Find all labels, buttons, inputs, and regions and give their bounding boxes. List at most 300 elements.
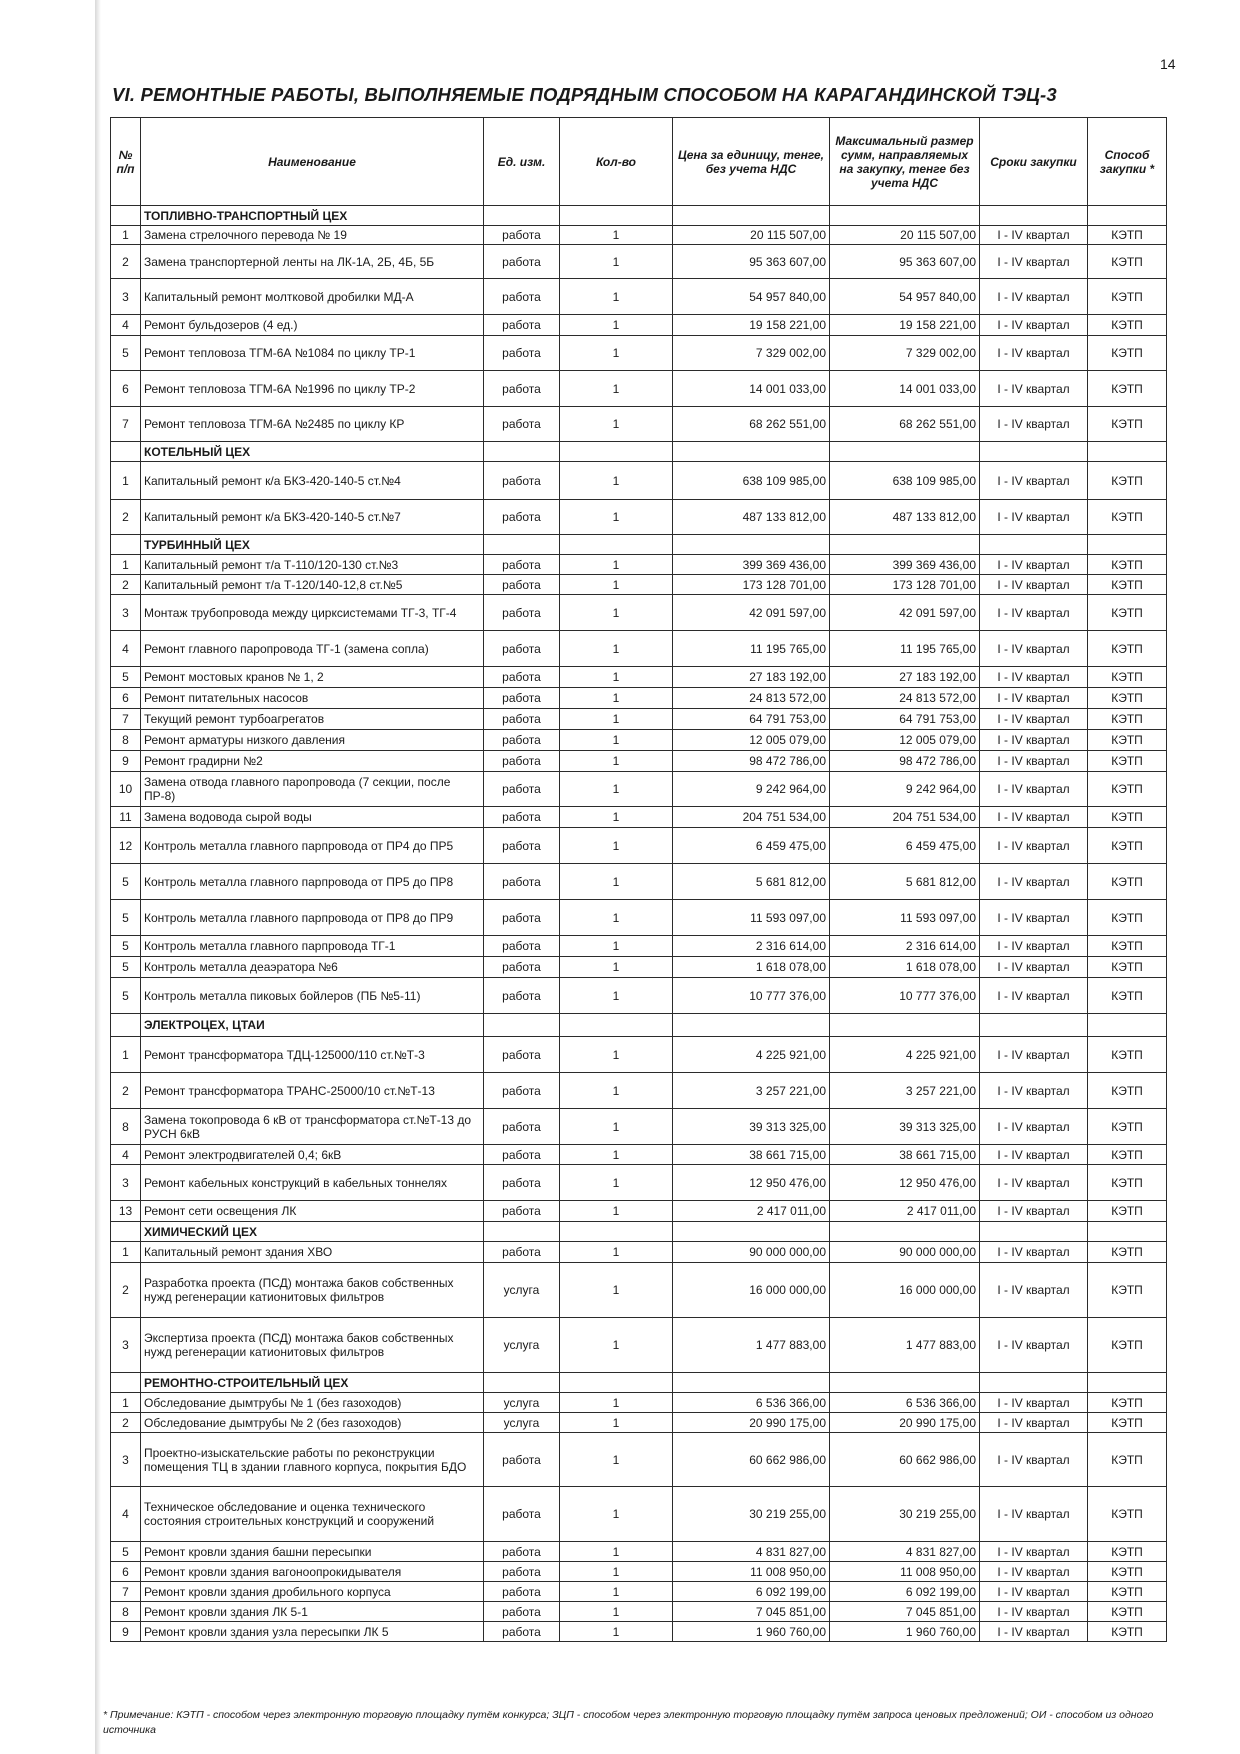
cell-max: 3 257 221,00 xyxy=(830,1073,980,1109)
cell-price: 60 662 986,00 xyxy=(673,1433,830,1487)
cell-name: Ремонт кровли здания вагоноопрокидывателя xyxy=(141,1562,484,1582)
cell-max: 7 329 002,00 xyxy=(830,336,980,371)
header-name: Наименование xyxy=(141,118,484,206)
cell-max: 24 813 572,00 xyxy=(830,688,980,709)
cell-term: I - IV квартал xyxy=(980,751,1088,772)
cell-unit: работа xyxy=(484,667,560,688)
cell-term: I - IV квартал xyxy=(980,595,1088,631)
table-row xyxy=(111,462,1167,500)
cell-num: 2 xyxy=(111,1073,141,1109)
cell-max: 64 791 753,00 xyxy=(830,709,980,730)
cell-term: I - IV квартал xyxy=(980,864,1088,900)
cell-unit: работа xyxy=(484,751,560,772)
cell-name: Ремонт трансформатора ТРАНС-25000/10 ст.№Т-13 xyxy=(141,1073,484,1109)
cell-qty: 1 xyxy=(560,1109,673,1145)
cell-num: 2 xyxy=(111,575,141,595)
cell-num: 1 xyxy=(111,226,141,245)
cell-method: КЭТП xyxy=(1088,1413,1167,1433)
cell-price: 11 195 765,00 xyxy=(673,631,830,667)
cell-term: I - IV квартал xyxy=(980,1413,1088,1433)
cell-term: I - IV квартал xyxy=(980,462,1088,500)
table-row xyxy=(111,1201,1167,1222)
cell-qty: 1 xyxy=(560,1582,673,1602)
cell-max: 54 957 840,00 xyxy=(830,279,980,315)
cell-num: 5 xyxy=(111,336,141,371)
cell-unit: работа xyxy=(484,631,560,667)
cell-qty: 1 xyxy=(560,828,673,864)
cell-method: КЭТП xyxy=(1088,1073,1167,1109)
cell-qty: 1 xyxy=(560,709,673,730)
table-row xyxy=(111,279,1167,315)
cell-unit: работа xyxy=(484,1037,560,1073)
cell-name: Разработка проекта (ПСД) монтажа баков собственных нужд регенерации катионитовых фильтров xyxy=(141,1263,484,1318)
cell-name: Ремонт арматуры низкого давления xyxy=(141,730,484,751)
cell-num: 4 xyxy=(111,1145,141,1165)
section-title: ТУРБИННЫЙ ЦЕХ xyxy=(141,535,484,555)
cell-name: Замена транспортерной ленты на ЛК-1А, 2Б, 4Б, 5Б xyxy=(141,245,484,279)
cell-max: 98 472 786,00 xyxy=(830,751,980,772)
table-row xyxy=(111,1037,1167,1073)
cell-name: Обследование дымтрубы № 1 (без газоходов) xyxy=(141,1393,484,1413)
cell-num: 1 xyxy=(111,462,141,500)
table-row xyxy=(111,900,1167,936)
table-row xyxy=(111,500,1167,535)
cell-max: 27 183 192,00 xyxy=(830,667,980,688)
cell-qty: 1 xyxy=(560,315,673,336)
header-term: Сроки закупки xyxy=(980,118,1088,206)
cell-name: Ремонт кровли здания узла пересыпки ЛК 5 xyxy=(141,1622,484,1642)
table-row xyxy=(111,1413,1167,1433)
cell-name: Ремонт электродвигателей 0,4; 6кВ xyxy=(141,1145,484,1165)
cell-name: Контроль металла главного парпровода ТГ-1 xyxy=(141,936,484,957)
cell-name: Ремонт тепловоза ТГМ-6А №1996 по циклу ТР-2 xyxy=(141,371,484,407)
cell-qty: 1 xyxy=(560,1562,673,1582)
cell-price: 204 751 534,00 xyxy=(673,807,830,828)
cell-term: I - IV квартал xyxy=(980,1145,1088,1165)
cell-price: 54 957 840,00 xyxy=(673,279,830,315)
cell-unit: работа xyxy=(484,1145,560,1165)
cell-method: КЭТП xyxy=(1088,1542,1167,1562)
cell-method: КЭТП xyxy=(1088,864,1167,900)
table-row xyxy=(111,688,1167,709)
cell-term: I - IV квартал xyxy=(980,226,1088,245)
cell-term: I - IV квартал xyxy=(980,245,1088,279)
cell-price: 12 950 476,00 xyxy=(673,1165,830,1201)
cell-unit: работа xyxy=(484,1562,560,1582)
cell-qty: 1 xyxy=(560,407,673,442)
cell-max: 39 313 325,00 xyxy=(830,1109,980,1145)
cell-price: 9 242 964,00 xyxy=(673,772,830,807)
cell-unit: работа xyxy=(484,245,560,279)
cell-method: КЭТП xyxy=(1088,631,1167,667)
cell-method: КЭТП xyxy=(1088,1393,1167,1413)
cell-name: Капитальный ремонт к/а БКЗ-420-140-5 ст.№4 xyxy=(141,462,484,500)
cell-term: I - IV квартал xyxy=(980,978,1088,1014)
cell-price: 6 536 366,00 xyxy=(673,1393,830,1413)
cell-max: 1 618 078,00 xyxy=(830,957,980,978)
cell-num: 8 xyxy=(111,1109,141,1145)
cell-qty: 1 xyxy=(560,751,673,772)
cell-term: I - IV квартал xyxy=(980,828,1088,864)
cell-method: КЭТП xyxy=(1088,828,1167,864)
table-row xyxy=(111,828,1167,864)
cell-unit: работа xyxy=(484,1582,560,1602)
cell-unit: работа xyxy=(484,688,560,709)
cell-price: 6 092 199,00 xyxy=(673,1582,830,1602)
cell-unit: работа xyxy=(484,807,560,828)
cell-name: Замена стрелочного перевода № 19 xyxy=(141,226,484,245)
cell-price: 5 681 812,00 xyxy=(673,864,830,900)
cell-price: 173 128 701,00 xyxy=(673,575,830,595)
cell-num: 7 xyxy=(111,709,141,730)
cell-unit: работа xyxy=(484,226,560,245)
section-title: ЭЛЕКТРОЦЕХ, ЦТАИ xyxy=(141,1014,484,1037)
table-row xyxy=(111,730,1167,751)
cell-unit: работа xyxy=(484,407,560,442)
cell-method: КЭТП xyxy=(1088,1582,1167,1602)
table-row xyxy=(111,1542,1167,1562)
cell-method: КЭТП xyxy=(1088,462,1167,500)
cell-max: 90 000 000,00 xyxy=(830,1242,980,1263)
table-row xyxy=(111,575,1167,595)
section-title: КОТЕЛЬНЫЙ ЦЕХ xyxy=(141,442,484,462)
cell-max: 12 005 079,00 xyxy=(830,730,980,751)
section-header-row xyxy=(111,206,1167,226)
cell-max: 2 316 614,00 xyxy=(830,936,980,957)
cell-name: Монтаж трубопровода между цирксистемами ТГ-3, ТГ-4 xyxy=(141,595,484,631)
cell-method: КЭТП xyxy=(1088,1487,1167,1542)
document-title: VI. РЕМОНТНЫЕ РАБОТЫ, ВЫПОЛНЯЕМЫЕ ПОДРЯДНЫМ СПОСОБОМ НА КАРАГАНДИНСКОЙ ТЭЦ-3 xyxy=(112,84,1057,105)
cell-method: КЭТП xyxy=(1088,595,1167,631)
cell-num: 5 xyxy=(111,900,141,936)
table-row xyxy=(111,772,1167,807)
cell-name: Капитальный ремонт т/а Т-120/140-12,8 ст.№5 xyxy=(141,575,484,595)
cell-num: 13 xyxy=(111,1201,141,1222)
cell-term: I - IV квартал xyxy=(980,1562,1088,1582)
cell-unit: работа xyxy=(484,900,560,936)
table-row xyxy=(111,1165,1167,1201)
table-row xyxy=(111,957,1167,978)
table-row xyxy=(111,315,1167,336)
cell-term: I - IV квартал xyxy=(980,1242,1088,1263)
cell-qty: 1 xyxy=(560,1263,673,1318)
cell-name: Ремонт кровли здания башни пересыпки xyxy=(141,1542,484,1562)
cell-price: 2 417 011,00 xyxy=(673,1201,830,1222)
table-row xyxy=(111,1318,1167,1373)
cell-qty: 1 xyxy=(560,1073,673,1109)
cell-qty: 1 xyxy=(560,1037,673,1073)
repair-works-table xyxy=(110,117,1167,1642)
cell-price: 4 225 921,00 xyxy=(673,1037,830,1073)
cell-method: КЭТП xyxy=(1088,1242,1167,1263)
cell-num: 5 xyxy=(111,957,141,978)
table-row xyxy=(111,807,1167,828)
cell-qty: 1 xyxy=(560,1602,673,1622)
cell-max: 10 777 376,00 xyxy=(830,978,980,1014)
cell-method: КЭТП xyxy=(1088,245,1167,279)
table-row xyxy=(111,555,1167,575)
cell-unit: работа xyxy=(484,1109,560,1145)
cell-num: 7 xyxy=(111,407,141,442)
cell-name: Ремонт градирни №2 xyxy=(141,751,484,772)
cell-unit: работа xyxy=(484,772,560,807)
cell-method: КЭТП xyxy=(1088,1562,1167,1582)
cell-unit: работа xyxy=(484,1542,560,1562)
cell-method: КЭТП xyxy=(1088,500,1167,535)
cell-term: I - IV квартал xyxy=(980,407,1088,442)
section-header-row xyxy=(111,535,1167,555)
cell-price: 11 593 097,00 xyxy=(673,900,830,936)
cell-qty: 1 xyxy=(560,371,673,407)
cell-price: 399 369 436,00 xyxy=(673,555,830,575)
cell-price: 38 661 715,00 xyxy=(673,1145,830,1165)
cell-num: 1 xyxy=(111,555,141,575)
cell-num: 5 xyxy=(111,936,141,957)
cell-qty: 1 xyxy=(560,1393,673,1413)
cell-term: I - IV квартал xyxy=(980,936,1088,957)
table-header-row xyxy=(111,118,1167,206)
cell-unit: работа xyxy=(484,595,560,631)
cell-price: 7 045 851,00 xyxy=(673,1602,830,1622)
cell-name: Ремонт мостовых кранов № 1, 2 xyxy=(141,667,484,688)
cell-max: 20 115 507,00 xyxy=(830,226,980,245)
cell-unit: работа xyxy=(484,1165,560,1201)
cell-unit: услуга xyxy=(484,1393,560,1413)
cell-term: I - IV квартал xyxy=(980,1393,1088,1413)
cell-qty: 1 xyxy=(560,730,673,751)
cell-num: 8 xyxy=(111,730,141,751)
cell-num: 5 xyxy=(111,864,141,900)
cell-qty: 1 xyxy=(560,279,673,315)
cell-max: 2 417 011,00 xyxy=(830,1201,980,1222)
cell-name: Ремонт трансформатора ТДЦ-125000/110 ст.№Т-3 xyxy=(141,1037,484,1073)
cell-num: 4 xyxy=(111,315,141,336)
cell-max: 9 242 964,00 xyxy=(830,772,980,807)
cell-method: КЭТП xyxy=(1088,709,1167,730)
cell-max: 6 092 199,00 xyxy=(830,1582,980,1602)
table-row xyxy=(111,864,1167,900)
cell-price: 7 329 002,00 xyxy=(673,336,830,371)
cell-method: КЭТП xyxy=(1088,555,1167,575)
cell-unit: работа xyxy=(484,1073,560,1109)
cell-max: 638 109 985,00 xyxy=(830,462,980,500)
cell-qty: 1 xyxy=(560,336,673,371)
cell-term: I - IV квартал xyxy=(980,1487,1088,1542)
cell-num: 4 xyxy=(111,1487,141,1542)
cell-method: КЭТП xyxy=(1088,407,1167,442)
cell-method: КЭТП xyxy=(1088,371,1167,407)
cell-term: I - IV квартал xyxy=(980,807,1088,828)
table-row xyxy=(111,936,1167,957)
cell-method: КЭТП xyxy=(1088,1037,1167,1073)
cell-unit: работа xyxy=(484,371,560,407)
section-header-row xyxy=(111,1014,1167,1037)
cell-num: 11 xyxy=(111,807,141,828)
cell-unit: работа xyxy=(484,1622,560,1642)
cell-price: 19 158 221,00 xyxy=(673,315,830,336)
cell-name: Проектно-изыскательские работы по реконструкции помещения ТЦ в здании главного корпуса, покрытия БДО xyxy=(141,1433,484,1487)
header-method: Способ закупки * xyxy=(1088,118,1167,206)
cell-price: 1 960 760,00 xyxy=(673,1622,830,1642)
cell-num: 6 xyxy=(111,688,141,709)
cell-num: 5 xyxy=(111,1542,141,1562)
header-unit: Ед. изм. xyxy=(484,118,560,206)
cell-qty: 1 xyxy=(560,1201,673,1222)
cell-method: КЭТП xyxy=(1088,1165,1167,1201)
cell-name: Ремонт кровли здания ЛК 5-1 xyxy=(141,1602,484,1622)
cell-price: 20 115 507,00 xyxy=(673,226,830,245)
cell-num: 9 xyxy=(111,751,141,772)
cell-term: I - IV квартал xyxy=(980,279,1088,315)
cell-term: I - IV квартал xyxy=(980,336,1088,371)
cell-name: Капитальный ремонт т/а Т-110/120-130 ст.№3 xyxy=(141,555,484,575)
cell-max: 19 158 221,00 xyxy=(830,315,980,336)
cell-price: 487 133 812,00 xyxy=(673,500,830,535)
cell-name: Ремонт кабельных конструкций в кабельных тоннелях xyxy=(141,1165,484,1201)
cell-method: КЭТП xyxy=(1088,1318,1167,1373)
table-row xyxy=(111,1073,1167,1109)
cell-name: Экспертиза проекта (ПСД) монтажа баков собственных нужд регенерации катионитовых фильтров xyxy=(141,1318,484,1373)
cell-method: КЭТП xyxy=(1088,279,1167,315)
cell-max: 16 000 000,00 xyxy=(830,1263,980,1318)
cell-term: I - IV квартал xyxy=(980,1263,1088,1318)
cell-unit: услуга xyxy=(484,1413,560,1433)
cell-name: Текущий ремонт турбоагрегатов xyxy=(141,709,484,730)
cell-price: 6 459 475,00 xyxy=(673,828,830,864)
cell-term: I - IV квартал xyxy=(980,688,1088,709)
table-row xyxy=(111,978,1167,1014)
cell-name: Замена водовода сырой воды xyxy=(141,807,484,828)
table-row xyxy=(111,1487,1167,1542)
table-row xyxy=(111,595,1167,631)
cell-max: 204 751 534,00 xyxy=(830,807,980,828)
cell-name: Контроль металла главного парпровода от ПР8 до ПР9 xyxy=(141,900,484,936)
page-number: 14 xyxy=(1160,56,1176,72)
section-title: РЕМОНТНО-СТРОИТЕЛЬНЫЙ ЦЕХ xyxy=(141,1373,484,1393)
cell-price: 14 001 033,00 xyxy=(673,371,830,407)
cell-price: 68 262 551,00 xyxy=(673,407,830,442)
cell-term: I - IV квартал xyxy=(980,957,1088,978)
cell-name: Контроль металла главного парпровода от ПР5 до ПР8 xyxy=(141,864,484,900)
header-price: Цена за единицу, тенге, без учета НДС xyxy=(673,118,830,206)
cell-num: 2 xyxy=(111,1413,141,1433)
table-row xyxy=(111,1562,1167,1582)
cell-max: 60 662 986,00 xyxy=(830,1433,980,1487)
cell-max: 11 008 950,00 xyxy=(830,1562,980,1582)
cell-method: КЭТП xyxy=(1088,315,1167,336)
cell-num: 10 xyxy=(111,772,141,807)
cell-method: КЭТП xyxy=(1088,936,1167,957)
cell-num: 3 xyxy=(111,1165,141,1201)
cell-name: Обследование дымтрубы № 2 (без газоходов) xyxy=(141,1413,484,1433)
cell-unit: работа xyxy=(484,555,560,575)
cell-max: 487 133 812,00 xyxy=(830,500,980,535)
cell-method: КЭТП xyxy=(1088,772,1167,807)
table-row xyxy=(111,1582,1167,1602)
table-row xyxy=(111,1242,1167,1263)
cell-qty: 1 xyxy=(560,1165,673,1201)
table-row xyxy=(111,245,1167,279)
table-row xyxy=(111,751,1167,772)
cell-max: 38 661 715,00 xyxy=(830,1145,980,1165)
cell-unit: работа xyxy=(484,1602,560,1622)
table-row xyxy=(111,1109,1167,1145)
table-row xyxy=(111,1433,1167,1487)
cell-qty: 1 xyxy=(560,957,673,978)
cell-num: 1 xyxy=(111,1393,141,1413)
cell-max: 4 225 921,00 xyxy=(830,1037,980,1073)
cell-term: I - IV квартал xyxy=(980,1201,1088,1222)
cell-qty: 1 xyxy=(560,772,673,807)
cell-qty: 1 xyxy=(560,1145,673,1165)
header-max: Максимальный размер сумм, направляемых на закупку, тенге без учета НДС xyxy=(830,118,980,206)
cell-term: I - IV квартал xyxy=(980,500,1088,535)
cell-method: КЭТП xyxy=(1088,575,1167,595)
cell-price: 42 091 597,00 xyxy=(673,595,830,631)
cell-num: 7 xyxy=(111,1582,141,1602)
cell-term: I - IV квартал xyxy=(980,1037,1088,1073)
cell-max: 6 459 475,00 xyxy=(830,828,980,864)
cell-term: I - IV квартал xyxy=(980,1109,1088,1145)
cell-num: 3 xyxy=(111,279,141,315)
cell-num: 1 xyxy=(111,1037,141,1073)
cell-qty: 1 xyxy=(560,1622,673,1642)
cell-method: КЭТП xyxy=(1088,667,1167,688)
cell-unit: работа xyxy=(484,500,560,535)
cell-max: 5 681 812,00 xyxy=(830,864,980,900)
cell-unit: работа xyxy=(484,936,560,957)
cell-max: 399 369 436,00 xyxy=(830,555,980,575)
cell-name: Контроль металла главного парпровода от ПР4 до ПР5 xyxy=(141,828,484,864)
cell-num: 2 xyxy=(111,245,141,279)
cell-method: КЭТП xyxy=(1088,1622,1167,1642)
cell-name: Замена токопровода 6 кВ от трансформатора ст.№Т-13 до РУСН 6кВ xyxy=(141,1109,484,1145)
table-row xyxy=(111,1622,1167,1642)
cell-name: Капитальный ремонт молтковой дробилки МД-А xyxy=(141,279,484,315)
cell-qty: 1 xyxy=(560,595,673,631)
cell-max: 30 219 255,00 xyxy=(830,1487,980,1542)
cell-max: 12 950 476,00 xyxy=(830,1165,980,1201)
table-row xyxy=(111,1393,1167,1413)
cell-num: 3 xyxy=(111,595,141,631)
cell-qty: 1 xyxy=(560,1318,673,1373)
cell-term: I - IV квартал xyxy=(980,371,1088,407)
cell-num: 3 xyxy=(111,1318,141,1373)
footnote: * Примечание: КЭТП - способом через электронную торговую площадку путём конкурса; ЗЦП - способом через электронную торговую площадку путём запроса ценовых предложений; ОИ - способом из одного источника xyxy=(103,1709,1154,1736)
cell-max: 20 990 175,00 xyxy=(830,1413,980,1433)
cell-qty: 1 xyxy=(560,936,673,957)
cell-price: 1 618 078,00 xyxy=(673,957,830,978)
cell-max: 1 960 760,00 xyxy=(830,1622,980,1642)
cell-name: Контроль металла деаэратора №6 xyxy=(141,957,484,978)
section-header-row xyxy=(111,1222,1167,1242)
cell-qty: 1 xyxy=(560,667,673,688)
cell-term: I - IV квартал xyxy=(980,900,1088,936)
table-row xyxy=(111,336,1167,371)
cell-method: КЭТП xyxy=(1088,751,1167,772)
cell-unit: работа xyxy=(484,864,560,900)
cell-qty: 1 xyxy=(560,1413,673,1433)
cell-term: I - IV квартал xyxy=(980,631,1088,667)
section-title: ТОПЛИВНО-ТРАНСПОРТНЫЙ ЦЕХ xyxy=(141,206,484,226)
cell-unit: работа xyxy=(484,279,560,315)
cell-name: Ремонт тепловоза ТГМ-6А №1084 по циклу ТР-1 xyxy=(141,336,484,371)
cell-unit: работа xyxy=(484,315,560,336)
cell-price: 95 363 607,00 xyxy=(673,245,830,279)
cell-unit: работа xyxy=(484,1487,560,1542)
cell-method: КЭТП xyxy=(1088,1263,1167,1318)
cell-unit: работа xyxy=(484,1201,560,1222)
